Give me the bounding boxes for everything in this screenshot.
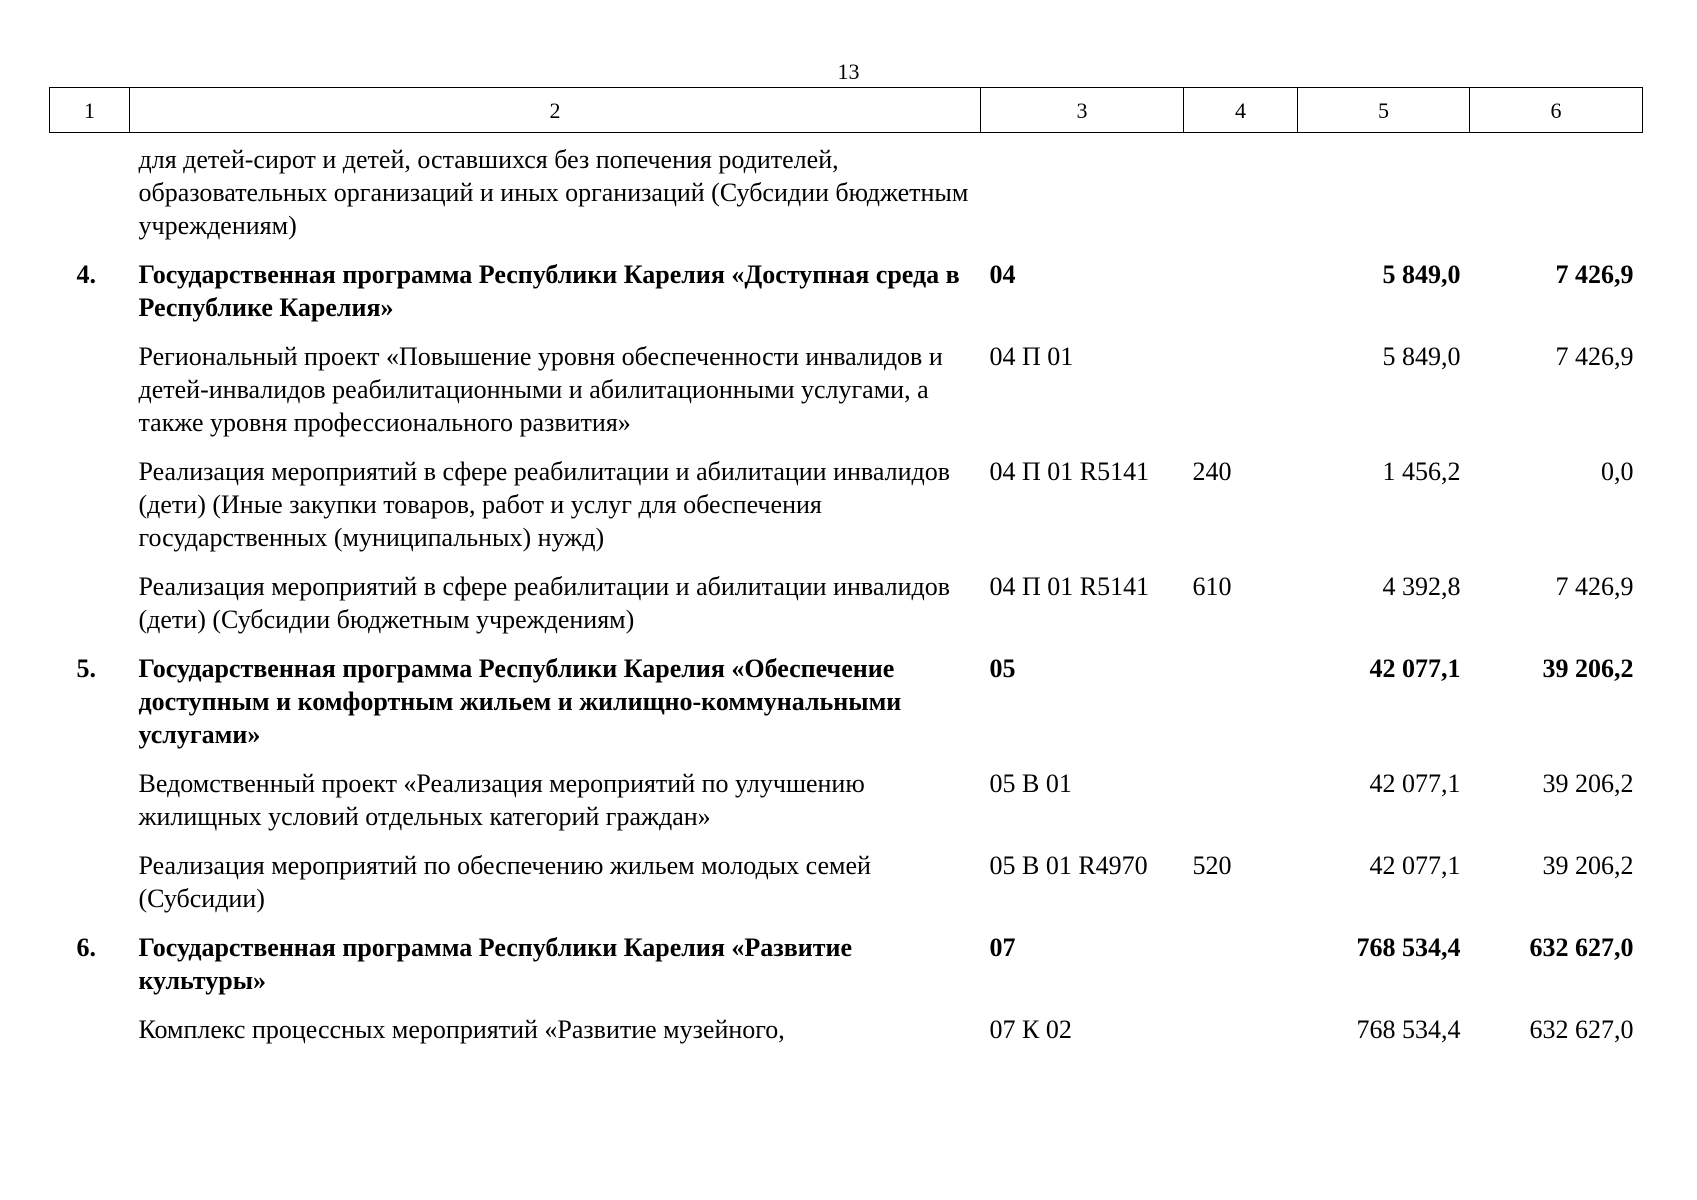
row-code — [981, 133, 1184, 259]
row-amount-2025: 0,0 — [1601, 457, 1634, 486]
table-row — [50, 455, 1643, 570]
row-amount-2024: 5 849,0 — [1382, 260, 1461, 289]
row-code: 04 П 01 R5141 — [989, 572, 1150, 601]
row-name: для детей-сирот и детей, оставшихся без попечения родителей, образовательных организаций и иных организаций (Субсидии бюджетным учреждениям) — [138, 145, 969, 240]
row-type-code: 240 — [1192, 457, 1232, 486]
row-name: Ведомственный проект «Реализация мероприятий по улучшению жилищных условий отдельных категорий граждан» — [138, 769, 865, 831]
row-number — [50, 570, 130, 652]
row-name: Реализация мероприятий в сфере реабилитации и абилитации инвалидов (дети) (Субсидии бюджетным учреждениям) — [138, 572, 951, 634]
row-type-code — [1184, 931, 1298, 1013]
row-amount-2025: 632 627,0 — [1529, 1015, 1634, 1044]
row-amount-2025: 39 206,2 — [1542, 769, 1634, 798]
table-row — [50, 931, 1643, 1013]
row-amount-2025: 7 426,9 — [1555, 342, 1634, 371]
row-amount-2024: 42 077,1 — [1369, 769, 1461, 798]
row-code: 04 — [989, 260, 1016, 289]
row-name: Региональный проект «Повышение уровня обеспеченности инвалидов и детей-инвалидов реабилитационными и абилитационными услугами, а также уровня профессионального развития» — [138, 342, 943, 437]
row-number — [50, 455, 130, 570]
column-header: 6 — [1470, 88, 1643, 133]
row-number — [50, 849, 130, 931]
row-number: 5. — [76, 654, 96, 683]
row-code: 07 — [989, 933, 1016, 962]
row-amount-2024: 42 077,1 — [1369, 654, 1461, 683]
budget-table — [49, 87, 1643, 1062]
row-amount-2025: 632 627,0 — [1529, 933, 1634, 962]
row-amount-2024: 4 392,8 — [1382, 572, 1461, 601]
table-row — [50, 849, 1643, 931]
row-name: Государственная программа Республики Карелия «Обеспечение доступным и комфортным жильем и жилищно-коммунальными услугами» — [138, 654, 902, 749]
row-amount-2024: 768 534,4 — [1356, 933, 1461, 962]
row-number — [50, 340, 130, 455]
row-number: 4. — [76, 260, 96, 289]
row-name: Государственная программа Республики Карелия «Развитие культуры» — [138, 933, 853, 995]
row-amount-2024: 768 534,4 — [1356, 1015, 1461, 1044]
row-amount-2024: 5 849,0 — [1382, 342, 1461, 371]
row-type-code — [1184, 1013, 1298, 1062]
table-row — [50, 340, 1643, 455]
row-amount-2025: 7 426,9 — [1555, 260, 1634, 289]
column-header: 3 — [981, 88, 1184, 133]
table-header — [50, 88, 1643, 133]
table-body — [50, 133, 1643, 1063]
header-row — [50, 88, 1643, 133]
row-name: Реализация мероприятий по обеспечению жильем молодых семей (Субсидии) — [138, 851, 871, 913]
column-header: 4 — [1184, 88, 1298, 133]
row-code: 05 — [989, 654, 1016, 683]
row-code: 07 К 02 — [989, 1015, 1072, 1044]
row-type-code — [1184, 340, 1298, 455]
row-code: 04 П 01 R5141 — [989, 457, 1150, 486]
row-number: 6. — [76, 933, 96, 962]
row-amount-2025: 39 206,2 — [1542, 654, 1634, 683]
row-name: Государственная программа Республики Карелия «Доступная среда в Республике Карелия» — [138, 260, 960, 322]
row-number — [50, 1013, 130, 1062]
table-row — [50, 258, 1643, 340]
column-header: 2 — [130, 88, 981, 133]
row-amount-2025: 39 206,2 — [1542, 851, 1634, 880]
row-amount-2024: 1 456,2 — [1382, 457, 1461, 486]
table-row — [50, 767, 1643, 849]
row-code: 04 П 01 — [989, 342, 1074, 371]
row-amount-2024 — [1298, 133, 1470, 259]
row-name: Комплекс процессных мероприятий «Развитие музейного, — [138, 1015, 785, 1044]
table-row — [50, 652, 1643, 767]
column-header: 1 — [50, 88, 130, 133]
column-header: 5 — [1298, 88, 1470, 133]
row-code: 05 В 01 — [989, 769, 1072, 798]
row-type-code: 520 — [1192, 851, 1232, 880]
row-number — [50, 767, 130, 849]
row-type-code — [1184, 767, 1298, 849]
row-amount-2025: 7 426,9 — [1555, 572, 1634, 601]
row-code: 05 В 01 R4970 — [989, 851, 1148, 880]
row-amount-2024: 42 077,1 — [1369, 851, 1461, 880]
page-number: 13 — [837, 59, 860, 84]
row-name: Реализация мероприятий в сфере реабилитации и абилитации инвалидов (дети) (Иные закупки товаров, работ и услуг для обеспечения государственных (муниципальных) нужд) — [138, 457, 951, 552]
table-row — [50, 570, 1643, 652]
row-type-code — [1184, 133, 1298, 259]
table-row — [50, 133, 1643, 259]
row-number — [50, 133, 130, 259]
row-type-code — [1184, 258, 1298, 340]
row-type-code — [1184, 652, 1298, 767]
table-row — [50, 1013, 1643, 1062]
row-amount-2025 — [1470, 133, 1643, 259]
row-type-code: 610 — [1192, 572, 1232, 601]
